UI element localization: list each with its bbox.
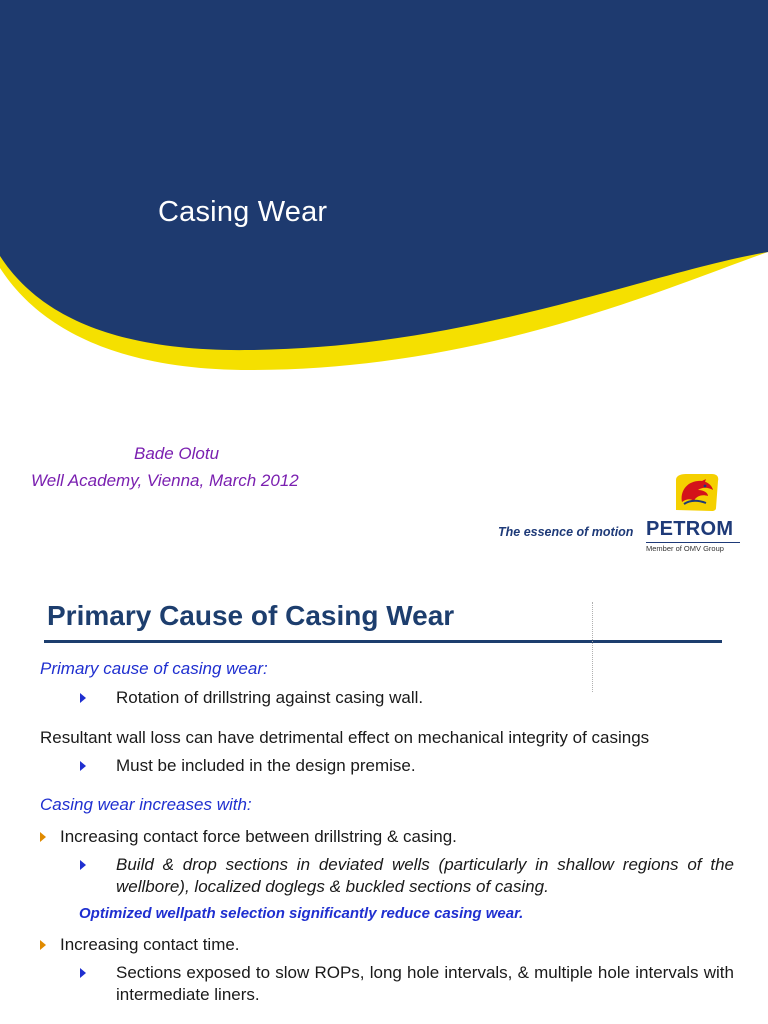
bullet-arrow-icon bbox=[80, 968, 86, 978]
brand-tagline: The essence of motion bbox=[498, 525, 634, 539]
intro-heading: Primary cause of casing wear: bbox=[40, 659, 268, 678]
brand-name: PETROM bbox=[646, 518, 734, 540]
item1-note: Optimized wellpath selection significantly reduce casing wear. bbox=[79, 905, 524, 922]
member-note: Member of OMV Group bbox=[646, 544, 724, 553]
title-divider bbox=[44, 640, 722, 643]
content-slide bbox=[0, 572, 768, 1024]
slide-title: Primary Cause of Casing Wear bbox=[47, 600, 455, 631]
bullet-arrow-icon bbox=[80, 860, 86, 870]
dotted-guide bbox=[592, 602, 595, 692]
bullet-arrow-icon bbox=[40, 940, 46, 950]
event-info: Well Academy, Vienna, March 2012 bbox=[31, 471, 299, 490]
bullet-arrow-icon bbox=[80, 693, 86, 703]
intro-bullet: Rotation of drillstring against casing wall. bbox=[116, 688, 424, 707]
bullet-arrow-icon bbox=[40, 832, 46, 842]
author-name: Bade Olotu bbox=[134, 444, 220, 463]
item1-subtext: Build & drop sections in deviated wells (particularly in shallow regions of the wellbore), localized doglegs & buckled sections of casing. bbox=[116, 855, 734, 896]
item2-subtext: Sections exposed to slow ROPs, long hole intervals, & multiple hole intervals with intermediate liners. bbox=[116, 963, 734, 1004]
brand-underline bbox=[646, 542, 740, 543]
bullet-arrow-icon bbox=[80, 761, 86, 771]
cover-title: Casing Wear bbox=[158, 196, 328, 228]
resultant-bullet: Must be included in the design premise. bbox=[116, 756, 416, 775]
item1-text: Increasing contact force between drillstring & casing. bbox=[60, 827, 457, 846]
item2-text: Increasing contact time. bbox=[60, 935, 240, 954]
petrom-dragon-logo-icon bbox=[672, 474, 720, 512]
increases-heading: Casing wear increases with: bbox=[40, 795, 252, 814]
resultant-text: Resultant wall loss can have detrimental effect on mechanical integrity of casings bbox=[40, 728, 650, 747]
